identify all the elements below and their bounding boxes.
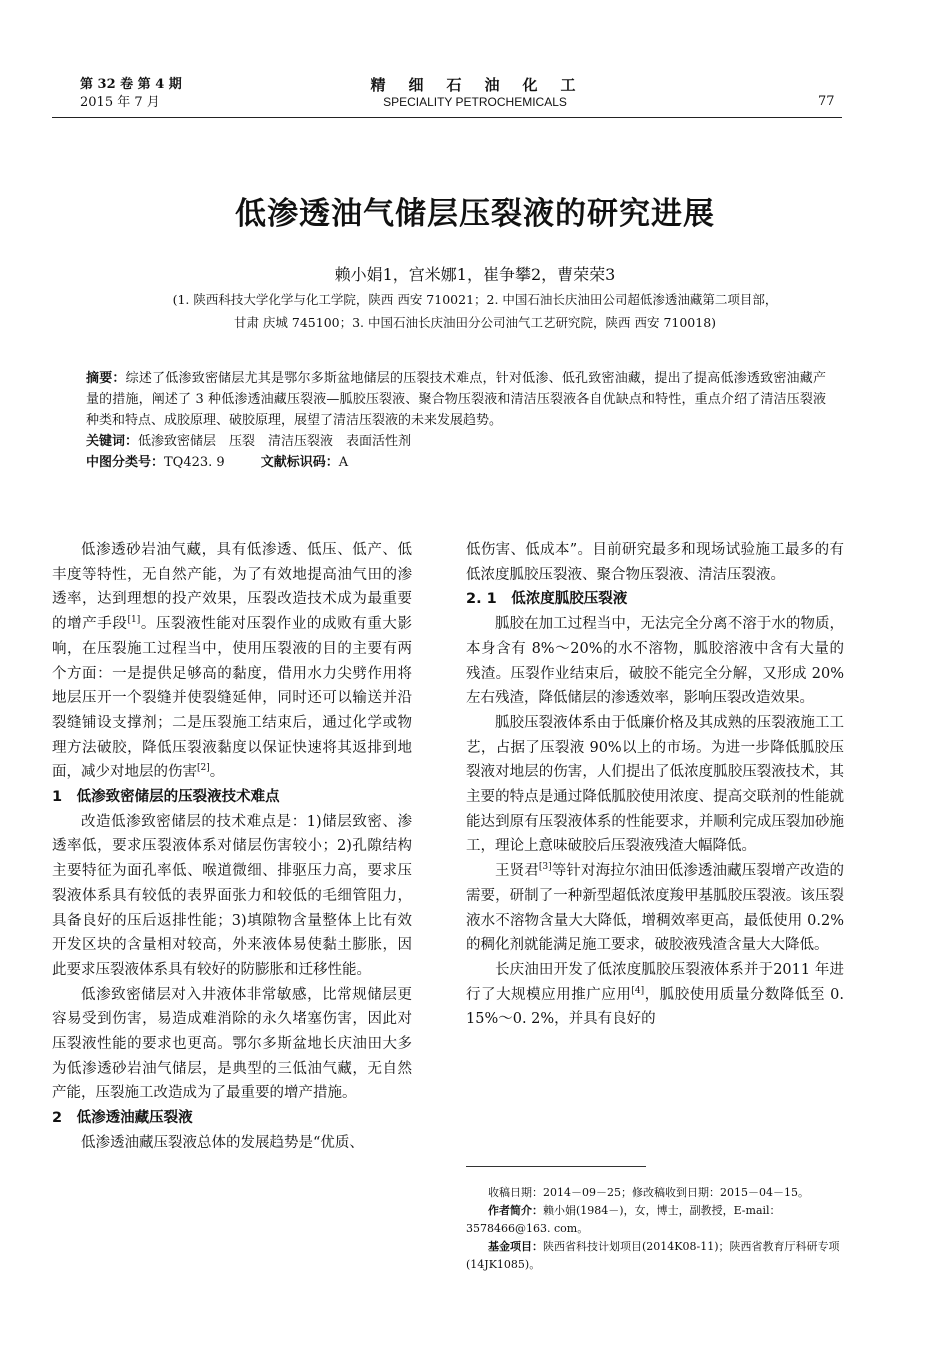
- keywords-text: 低渗致密储层 压裂 清洁压裂液 表面活性剂: [138, 434, 412, 449]
- paragraph: [466, 958, 844, 1032]
- abstract-text: 综述了低渗致密储层尤其是鄂尔多斯盆地储层的压裂技术难点，针对低渗、低孔致密油藏，提出了提高低渗透致密油藏产量的措施，阐述了 3 种低渗透油藏压裂液—胍胶压裂液、聚合物压裂液和清洁压裂液各自优缺点和特性，重点介绍了清洁压裂液种类和特点、成胶原理、破胶原理，展望了清洁压裂液的未来发展趋势。: [86, 371, 826, 428]
- section-heading-2-1: 2. 1 低浓度胍胶压裂液: [466, 591, 628, 608]
- paragraph: 低渗透油藏压裂液总体的发展趋势是“优质、: [81, 1134, 364, 1151]
- text: 。: [209, 764, 225, 781]
- doc-code-value: A: [338, 455, 349, 470]
- paper-title: 低渗透油气储层压裂液的研究进展: [235, 196, 715, 232]
- abstract: [86, 368, 826, 473]
- citation: [3]: [538, 862, 552, 873]
- journal-name-en: SPECIALITY PETROCHEMICALS: [383, 95, 567, 109]
- volume: 第 32 卷 第 4 期: [80, 77, 182, 92]
- funding-text: 陕西省科技计划项目(2014K08-11)；陕西省教育厅科研专项(14JK1085)。: [466, 1240, 840, 1271]
- affiliation-line-2: 甘肃 庆城 745100；3. 中国石油长庆油田分公司油气工艺研究院，陕西 西安 710018): [233, 315, 717, 330]
- author-bio-text: 赖小娟(1984－)，女，博士，副教授，E-mail：3578466@163. com。: [466, 1204, 781, 1235]
- right-column: [466, 538, 844, 1032]
- journal-name: [0, 74, 950, 109]
- paragraph: [52, 538, 412, 785]
- text: 长庆油田开发了低浓度胍胶压裂液体系并于2011 年进行了大规模应用推广应用: [466, 961, 844, 1003]
- abstract-label: 摘要：: [86, 371, 126, 386]
- text: 王贤君: [495, 863, 539, 880]
- footnotes: [466, 1184, 844, 1274]
- abstract-body: [86, 368, 826, 431]
- paragraph: 低伤害、低成本”。目前研究最多和现场试验施工最多的有低浓度胍胶压裂液、聚合物压裂液、清洁压裂液。: [466, 542, 844, 583]
- paragraph: [466, 859, 844, 958]
- keywords: [86, 431, 826, 452]
- keywords-label: 关键词：: [86, 434, 139, 449]
- funding: [466, 1238, 844, 1274]
- classification: [86, 452, 826, 473]
- paragraph: 低渗致密储层对入井液体非常敏感，比常规储层更容易受到伤害，易造成难消除的永久堵塞伤害，因此对压裂液性能的要求也更高。鄂尔多斯盆地长庆油田大多为低渗透砂岩油气储层，是典型的三低油气藏，无自然产能，压裂施工改造成为了最重要的增产措施。: [52, 986, 412, 1102]
- doc-code-label: 文献标识码：: [260, 455, 339, 470]
- journal-name-cn: 精 细 石 油 化 工: [370, 76, 580, 94]
- header-rule: [52, 117, 842, 118]
- clc-label: 中图分类号：: [86, 455, 165, 470]
- footnote-rule: [466, 1166, 646, 1167]
- affiliation-line-1: (1. 陕西科技大学化学与化工学院，陕西 西安 710021；2. 中国石油长庆油田公司超低渗透油藏第二项目部，: [172, 292, 778, 307]
- paragraph: 胍胶压裂液体系由于低廉价格及其成熟的压裂液施工工艺，占据了压裂液 90%以上的市场。为进一步降低胍胶压裂液对地层的伤害，人们提出了低浓度胍胶压裂液技术，其主要的特点是通过降低胍胶使用浓度、提高交联剂的性能就能达到原有压裂液体系的性能要求，并顺利完成压裂加砂施工，理论上意味破胶后压裂液残渣大幅降低。: [466, 714, 844, 855]
- citation: [1]: [127, 615, 141, 626]
- issue-date: 2015 年 7 月: [80, 95, 160, 110]
- left-column: [52, 538, 412, 1156]
- clc-value: TQ423. 9: [164, 455, 225, 470]
- text: 等针对海拉尔油田低渗透油藏压裂增产改造的需要，研制了一种新型超低浓度羧甲基胍胶压裂液。该压裂液水不溶物含量大大降低，增稠效率更高，最低使用 0.2%的稠化剂就能满足施工要求，破胶液残渣含量大大降低。: [466, 863, 844, 954]
- paragraph: 胍胶在加工过程当中，无法完全分离不溶于水的物质，本身含有 8%～20%的水不溶物，胍胶溶液中含有大量的残渣。压裂作业结束后，破胶不能完全分解，又形成 20%左右残渣，降低储层的渗透效率，影响压裂改造效果。: [466, 616, 844, 707]
- text: 。压裂液性能对压裂作业的成败有重大影响，在压裂施工过程当中，使用压裂液的目的主要有两个方面：一是提供足够高的黏度，借用水力尖劈作用将地层压开一个裂缝并使裂缝延伸，同时还可以输送并沿裂缝铺设支撑剂；二是压裂施工结束后，通过化学或物理方法破胶，降低压裂液黏度以保证快速将其返排到地面，减少对地层的伤害: [52, 616, 413, 781]
- section-heading-2: 2 低渗透油藏压裂液: [52, 1110, 193, 1127]
- author-bio-label: 作者简介：: [488, 1204, 543, 1217]
- citation: [2]: [197, 763, 210, 774]
- authors: 赖小娟1，宫米娜1，崔争攀2，曹荣荣3: [334, 265, 616, 284]
- text: ，胍胶使用质量分数降低至 0. 15%～0. 2%，并具有良好的: [466, 986, 844, 1028]
- text: 低渗透砂岩油气藏，具有低渗透、低压、低产、低丰度等特性，无自然产能，为了有效地提高油气田的渗透率，达到理想的投产效果，压裂改造技术成为最重要的增产手段: [52, 542, 412, 633]
- received-date: 收稿日期：2014－09－25；修改稿收到日期：2015－04－15。: [488, 1186, 809, 1199]
- page-number: 77: [818, 94, 835, 109]
- author-bio: [466, 1202, 844, 1238]
- section-heading-1: 1 低渗致密储层的压裂液技术难点: [52, 789, 280, 806]
- paragraph: 改造低渗致密储层的技术难点是：1)储层致密、渗透率低，要求压裂液体系对储层伤害较小；2)孔隙结构主要特征为面孔率低、喉道微细、排驱压力高，要求压裂液体系具有较低的表界面张力和较低的毛细管阻力，具备良好的压后返排性能；3)填隙物含量整体上比有效开发区块的含量相对较高，外来液体易使黏土膨胀，因此要求压裂液体系具有较好的防膨胀和迁移性能。: [52, 813, 412, 978]
- citation: [4]: [631, 985, 645, 996]
- funding-label: 基金项目：: [488, 1240, 543, 1253]
